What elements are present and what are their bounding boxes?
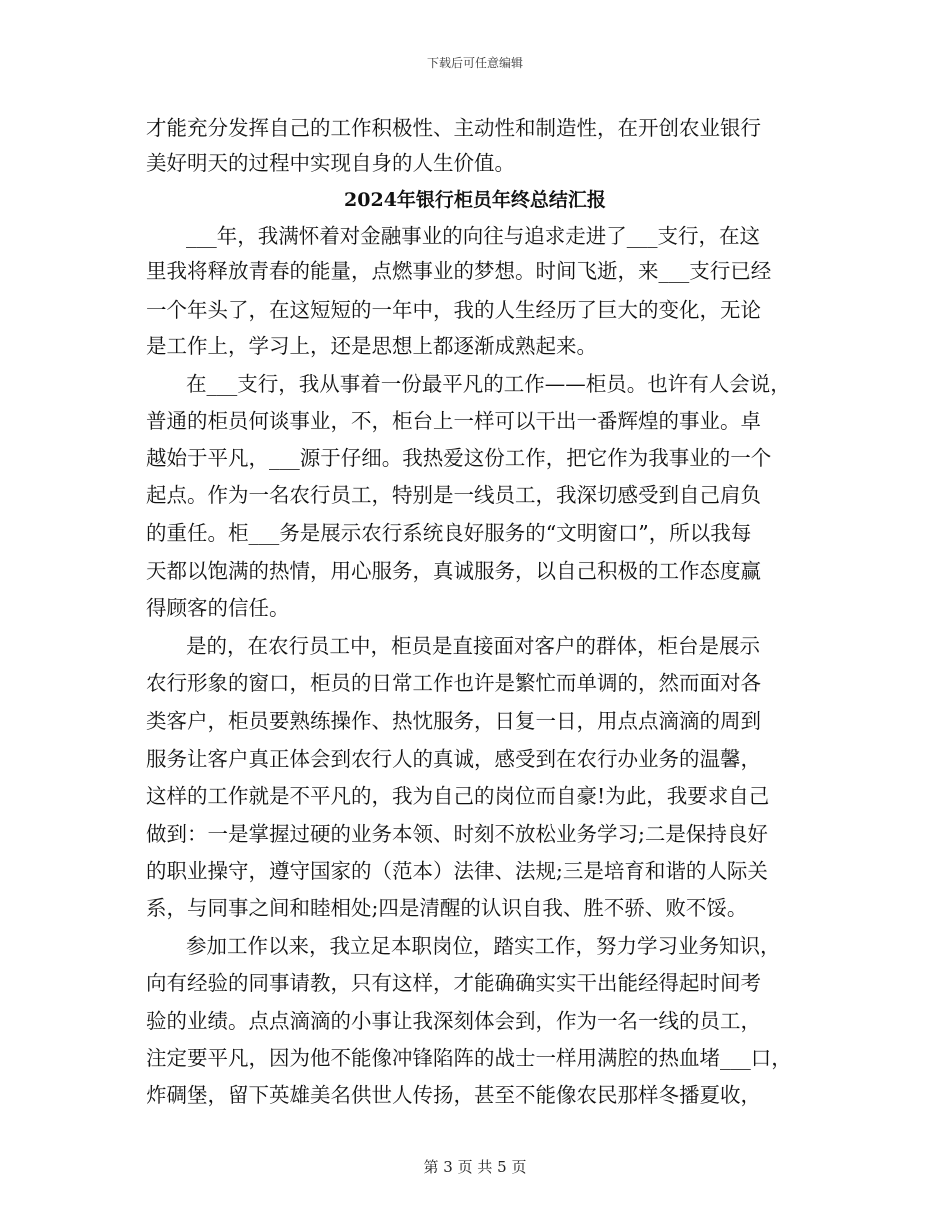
body-line: 验的业绩。点点滴滴的小事让我深刻体会到，作为一名一线的员工， (146, 1009, 761, 1033)
body-line: 服务让客户真正体会到农行人的真诚，感受到在农行办业务的温馨， (146, 747, 761, 771)
body-line: 美好明天的过程中实现自身的人生价值。 (146, 151, 515, 175)
paragraph-first-line: 是的，在农行员工中，柜员是直接面对客户的群体，柜台是展示 (186, 634, 760, 658)
body-line: 越始于平凡，___源于仔细。我热爱这份工作，把它作为我事业的一个 (146, 446, 772, 470)
paragraph-first-line: 在___支行，我从事着一份最平凡的工作——柜员。也许有人会说， (186, 372, 791, 396)
body-line: 普通的柜员何谈事业，不，柜台上一样可以干出一番辉煌的事业。卓 (146, 409, 761, 433)
body-line: 一个年头了，在这短短的一年中，我的人生经历了巨大的变化，无论 (146, 298, 761, 322)
body-line: 炸碉堡，留下英雄美名供世人传扬，甚至不能像农民那样冬播夏收， (146, 1083, 761, 1107)
body-line: 的职业操守，遵守国家的（范本）法律、法规;三是培育和谐的人际关 (146, 859, 768, 883)
body-line: 是工作上，学习上，还是思想上都逐渐成熟起来。 (146, 334, 597, 358)
body-line: 的重任。柜___务是展示农行系统良好服务的“文明窗口”，所以我每 (146, 521, 752, 545)
body-line: 才能充分发挥自己的工作积极性、主动性和制造性，在开创农业银行 (146, 116, 761, 140)
paragraph-first-line: ___年，我满怀着对金融事业的向往与追求走进了___支行，在这 (186, 224, 760, 248)
body-line: 起点。作为一名农行员工，特别是一线员工，我深切感受到自己肩负 (146, 483, 761, 507)
paragraph-first-line: 参加工作以来，我立足本职岗位，踏实工作，努力学习业务知识， (186, 934, 781, 958)
body-line: 注定要平凡，因为他不能像冲锋陷阵的战士一样用满腔的热血堵___口， (146, 1046, 792, 1070)
body-line: 做到：一是掌握过硬的业务本领、时刻不放松业务学习;二是保持良好 (146, 822, 768, 846)
body-line: 得顾客的信任。 (146, 596, 290, 620)
page-footer: 第 3 页 共 5 页 (423, 1158, 527, 1176)
body-line: 类客户，柜员要熟练操作、热忱服务，日复一日，用点点滴滴的周到 (146, 709, 761, 733)
body-line: 向有经验的同事请教，只有这样，才能确确实实干出能经得起时间考 (146, 971, 761, 995)
body-line: 天都以饱满的热情，用心服务，真诚服务，以自己积极的工作态度赢 (146, 559, 761, 583)
body-line: 系，与同事之间和睦相处;四是清醒的认识自我、胜不骄、败不馁。 (146, 896, 748, 920)
document-title: 2024年银行柜员年终总结汇报 (344, 189, 606, 211)
body-line: 里我将释放青春的能量，点燃事业的梦想。时间飞逝，来___支行已经 (146, 259, 772, 283)
body-line: 这样的工作就是不平凡的，我为自己的岗位而自豪!为此，我要求自己 (146, 784, 770, 808)
page-header: 下载后可任意编辑 (426, 56, 523, 70)
body-line: 农行形象的窗口，柜员的日常工作也许是繁忙而单调的，然而面对各 (146, 671, 761, 695)
